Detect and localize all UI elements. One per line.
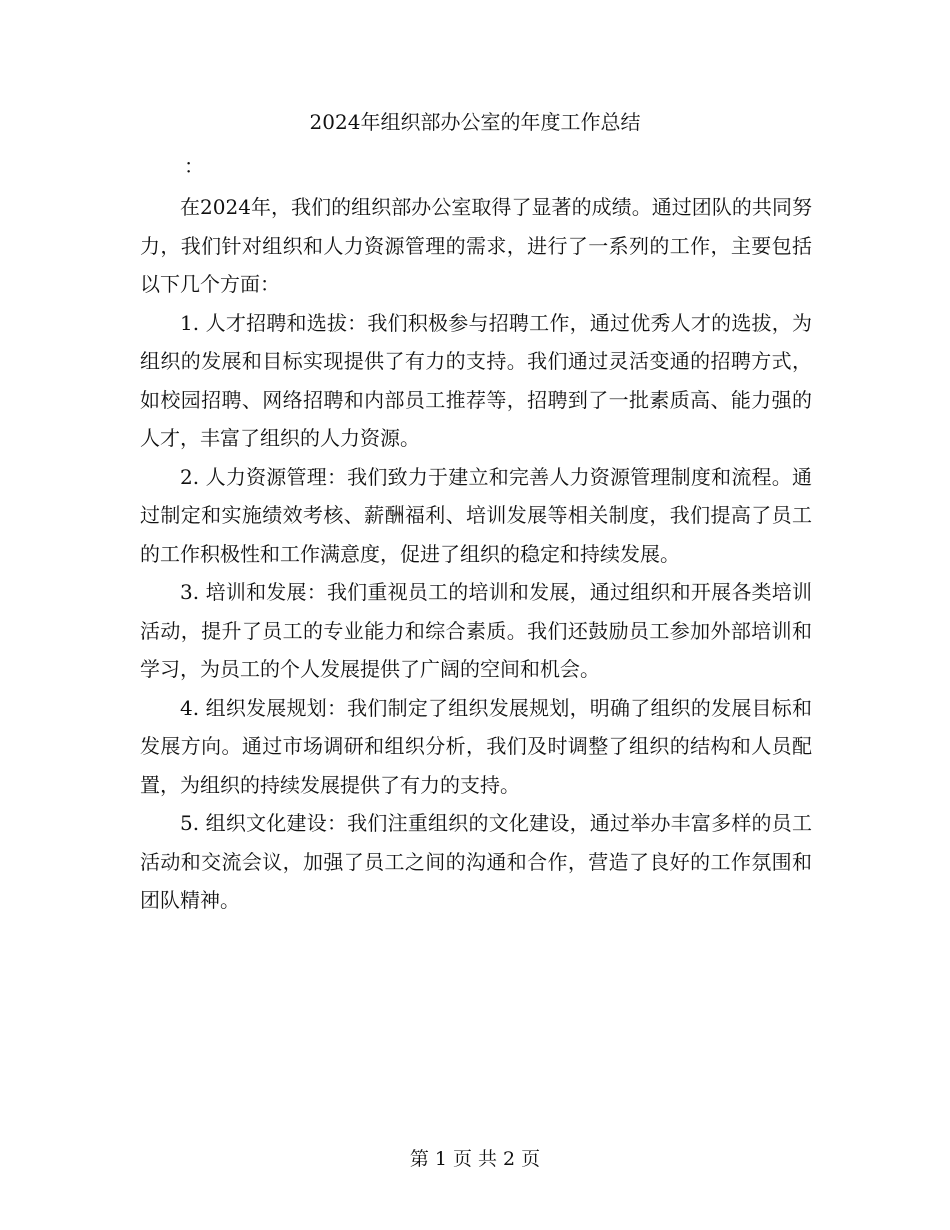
page-footer: 第 1 页 共 2 页 xyxy=(409,1148,541,1170)
document-subtitle: ： xyxy=(184,154,204,178)
paragraph-hr-management: 2. 人力资源管理：我们致力于建立和完善人力资源管理制度和流程。通过制定和实施绩效考核、薪酬福利、培训发展等相关制度，我们提高了员工的工作积极性和工作满意度，促进了组织的稳定和持续发展。 xyxy=(140,464,812,566)
document-body xyxy=(140,188,812,920)
paragraph-intro: 在2024年，我们的组织部办公室取得了显著的成绩。通过团队的共同努力，我们针对组织和人力资源管理的需求，进行了一系列的工作，主要包括以下几个方面： xyxy=(140,195,812,296)
paragraph-culture-building: 5. 组织文化建设：我们注重组织的文化建设，通过举办丰富多样的员工活动和交流会议，加强了员工之间的沟通和合作，营造了良好的工作氛围和团队精神。 xyxy=(140,811,812,912)
document-title: 2024年组织部办公室的年度工作总结 xyxy=(309,110,641,134)
paragraph-talent-recruitment: 1. 人才招聘和选拔：我们积极参与招聘工作，通过优秀人才的选拔，为组织的发展和目标实现提供了有力的支持。我们通过灵活变通的招聘方式，如校园招聘、网络招聘和内部员工推荐等，招聘到了一批素质高、能力强的人才，丰富了组织的人力资源。 xyxy=(140,310,812,450)
paragraph-training-development: 3. 培训和发展：我们重视员工的培训和发展，通过组织和开展各类培训活动，提升了员工的专业能力和综合素质。我们还鼓励员工参加外部培训和学习，为员工的个人发展提供了广阔的空间和机会。 xyxy=(140,580,812,681)
paragraph-org-planning: 4. 组织发展规划：我们制定了组织发展规划，明确了组织的发展目标和发展方向。通过市场调研和组织分析，我们及时调整了组织的结构和人员配置，为组织的持续发展提供了有力的支持。 xyxy=(140,695,812,797)
